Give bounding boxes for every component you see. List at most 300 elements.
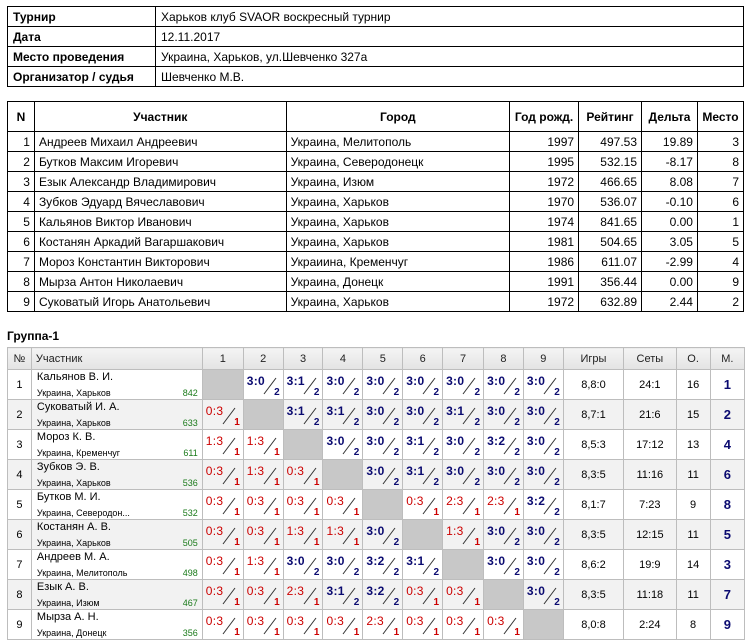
participant-rating: 611 bbox=[183, 448, 198, 458]
column-header: Город bbox=[286, 102, 509, 132]
player-cell: 6 bbox=[697, 192, 743, 212]
match-score: 1:3 bbox=[246, 434, 265, 448]
match-result-cell bbox=[243, 550, 283, 580]
match-points: 2 bbox=[274, 387, 280, 398]
match-score: 3:1 bbox=[286, 374, 305, 388]
match-score: 3:0 bbox=[446, 464, 465, 478]
player-cell: 9 bbox=[697, 272, 743, 292]
match-points: 1 bbox=[313, 597, 320, 608]
row-number: 7 bbox=[8, 550, 32, 580]
match-points: 1 bbox=[433, 507, 440, 518]
match-score: 3:0 bbox=[326, 554, 345, 568]
info-label: Турнир bbox=[8, 7, 156, 27]
match-result-cell bbox=[403, 550, 443, 580]
match-points: 1 bbox=[234, 597, 240, 608]
match-points: 2 bbox=[433, 417, 440, 428]
player-row bbox=[8, 192, 744, 212]
player-cell: 8.08 bbox=[642, 172, 698, 192]
sets-cell: 2:24 bbox=[624, 610, 676, 640]
match-score: 3:0 bbox=[446, 434, 465, 448]
row-number: 1 bbox=[8, 370, 32, 400]
player-cell: 504.65 bbox=[579, 232, 642, 252]
match-points: 2 bbox=[474, 447, 481, 458]
sets-cell: 11:18 bbox=[624, 580, 676, 610]
participant-rating: 842 bbox=[182, 388, 198, 398]
player-cell: 1974 bbox=[510, 212, 579, 232]
match-points: 2 bbox=[554, 387, 560, 398]
crosstable-column-header: 3 bbox=[283, 348, 323, 370]
points-cell: 8 bbox=[676, 610, 710, 640]
match-score: 3:1 bbox=[326, 404, 345, 418]
match-score: 1:3 bbox=[246, 554, 265, 568]
info-value: Харьков клуб SVAOR воскресный турнир bbox=[156, 7, 744, 27]
tournament-info-table bbox=[7, 6, 744, 87]
player-cell: 1972 bbox=[510, 172, 579, 192]
match-score: 0:3 bbox=[286, 614, 305, 628]
participant-city: Украина, Донецк bbox=[36, 628, 107, 638]
match-score: 3:0 bbox=[526, 584, 546, 598]
crosstable-column-header: 6 bbox=[403, 348, 443, 370]
match-score: 3:0 bbox=[286, 554, 305, 568]
match-score: 3:0 bbox=[246, 374, 266, 388]
games-cell: 8,6:2 bbox=[563, 550, 623, 580]
points-cell: 14 bbox=[676, 550, 710, 580]
player-cell: Кальянов Виктор Иванович bbox=[34, 212, 286, 232]
match-points: 1 bbox=[313, 627, 320, 638]
match-points: 2 bbox=[393, 567, 400, 578]
match-score: 0:3 bbox=[246, 494, 265, 508]
crosstable-row bbox=[8, 370, 745, 400]
player-cell: Украина, Северодонецк bbox=[286, 152, 509, 172]
match-result-cell bbox=[443, 460, 484, 490]
match-result-cell bbox=[484, 550, 524, 580]
player-cell: Украина, Харьков bbox=[286, 232, 509, 252]
diagonal-cell bbox=[323, 460, 363, 490]
participant-rating: 467 bbox=[182, 598, 198, 608]
match-points: 2 bbox=[554, 447, 560, 458]
player-cell: 2 bbox=[8, 152, 35, 172]
match-score: 0:3 bbox=[286, 494, 305, 508]
match-result-cell bbox=[202, 610, 243, 640]
participant-cell bbox=[31, 430, 202, 460]
match-points: 1 bbox=[474, 597, 481, 608]
match-result-cell bbox=[323, 520, 363, 550]
sets-cell: 11:16 bbox=[624, 460, 676, 490]
match-points: 2 bbox=[393, 597, 400, 608]
match-points: 2 bbox=[514, 447, 520, 458]
match-points: 1 bbox=[514, 627, 520, 638]
place-cell: 6 bbox=[710, 460, 744, 490]
players-table bbox=[7, 101, 744, 312]
player-cell: Украина, Харьков bbox=[286, 212, 509, 232]
player-cell: Мороз Константин Викторович bbox=[34, 252, 286, 272]
crosstable-column-header: Сеты bbox=[624, 348, 676, 370]
match-points: 2 bbox=[514, 567, 520, 578]
sets-cell: 7:23 bbox=[624, 490, 676, 520]
match-score: 3:0 bbox=[326, 434, 345, 448]
participant-city: Украина, Харьков bbox=[36, 478, 111, 488]
match-score: 3:2 bbox=[526, 494, 546, 508]
participant-rating: 505 bbox=[182, 538, 198, 548]
crosstable-header-row bbox=[8, 348, 745, 370]
match-points: 2 bbox=[433, 387, 440, 398]
match-result-cell bbox=[363, 400, 403, 430]
crosstable-column-header: О. bbox=[676, 348, 710, 370]
match-score: 3:0 bbox=[366, 374, 385, 388]
participant-rating: 536 bbox=[182, 478, 198, 488]
player-row bbox=[8, 172, 744, 192]
player-cell: 8 bbox=[697, 152, 743, 172]
player-cell: 5 bbox=[8, 212, 35, 232]
match-score: 3:0 bbox=[487, 464, 506, 478]
player-cell: 3 bbox=[697, 132, 743, 152]
match-result-cell bbox=[323, 610, 363, 640]
match-score: 3:0 bbox=[366, 404, 385, 418]
points-cell: 11 bbox=[676, 460, 710, 490]
match-score: 3:0 bbox=[526, 404, 546, 418]
match-result-cell bbox=[323, 550, 363, 580]
match-points: 2 bbox=[514, 477, 520, 488]
player-cell: Украина, Донецк bbox=[286, 272, 509, 292]
participant-name: Мороз К. В. bbox=[36, 431, 96, 443]
player-cell: Украина, Харьков bbox=[286, 292, 509, 312]
match-points: 1 bbox=[393, 627, 400, 638]
match-score: 3:0 bbox=[526, 554, 546, 568]
match-result-cell bbox=[523, 400, 563, 430]
match-result-cell bbox=[323, 430, 363, 460]
match-points: 2 bbox=[393, 447, 400, 458]
match-score: 3:0 bbox=[487, 554, 506, 568]
match-score: 0:3 bbox=[246, 614, 265, 628]
player-row bbox=[8, 232, 744, 252]
match-points: 2 bbox=[514, 537, 520, 548]
player-cell: Украина, Изюм bbox=[286, 172, 509, 192]
player-cell: 841.65 bbox=[579, 212, 642, 232]
games-cell: 8,7:1 bbox=[563, 400, 623, 430]
player-cell: 611.07 bbox=[579, 252, 642, 272]
match-points: 2 bbox=[474, 417, 481, 428]
info-value: Шевченко М.В. bbox=[156, 67, 744, 87]
player-cell: 466.65 bbox=[579, 172, 642, 192]
crosstable-column-header: Участник bbox=[31, 348, 202, 370]
row-number: 5 bbox=[8, 490, 32, 520]
match-points: 2 bbox=[313, 567, 320, 578]
games-cell: 8,3:5 bbox=[563, 580, 623, 610]
points-cell: 9 bbox=[676, 490, 710, 520]
match-points: 2 bbox=[393, 537, 400, 548]
match-points: 1 bbox=[274, 477, 280, 488]
match-result-cell bbox=[403, 490, 443, 520]
participant-name: Андреев М. А. bbox=[36, 551, 110, 563]
match-points: 1 bbox=[313, 537, 320, 548]
player-cell: 497.53 bbox=[579, 132, 642, 152]
match-score: 0:3 bbox=[205, 404, 224, 418]
match-points: 1 bbox=[433, 627, 440, 638]
match-result-cell bbox=[523, 370, 563, 400]
match-score: 3:0 bbox=[446, 374, 465, 388]
match-result-cell bbox=[484, 520, 524, 550]
sets-cell: 17:12 bbox=[624, 430, 676, 460]
match-result-cell bbox=[202, 490, 243, 520]
diagonal-cell bbox=[363, 490, 403, 520]
match-score: 3:1 bbox=[326, 584, 345, 598]
match-result-cell bbox=[484, 370, 524, 400]
match-score: 3:0 bbox=[526, 434, 546, 448]
row-number: 4 bbox=[8, 460, 32, 490]
match-score: 0:3 bbox=[487, 614, 505, 628]
match-points: 1 bbox=[234, 447, 240, 458]
match-result-cell bbox=[363, 580, 403, 610]
match-points: 1 bbox=[274, 597, 280, 608]
games-cell: 8,3:5 bbox=[563, 460, 623, 490]
match-result-cell bbox=[403, 370, 443, 400]
match-score: 0:3 bbox=[205, 554, 224, 568]
match-points: 2 bbox=[433, 567, 440, 578]
info-row-organizer bbox=[8, 67, 744, 87]
match-result-cell bbox=[243, 370, 283, 400]
diagonal-cell bbox=[443, 550, 484, 580]
match-result-cell bbox=[403, 610, 443, 640]
column-header: Рейтинг bbox=[579, 102, 642, 132]
crosstable-row bbox=[8, 550, 745, 580]
participant-city: Украина, Изюм bbox=[36, 598, 100, 608]
player-cell: 3.05 bbox=[642, 232, 698, 252]
match-points: 2 bbox=[353, 417, 360, 428]
match-score: 3:0 bbox=[406, 404, 425, 418]
match-score: 0:3 bbox=[286, 464, 305, 478]
match-result-cell bbox=[443, 430, 484, 460]
player-cell: Украина, Харьков bbox=[286, 192, 509, 212]
match-result-cell bbox=[202, 430, 243, 460]
match-result-cell bbox=[283, 370, 323, 400]
column-header: Участник bbox=[34, 102, 286, 132]
player-cell: 536.07 bbox=[579, 192, 642, 212]
player-cell: 0.00 bbox=[642, 272, 698, 292]
match-score: 3:1 bbox=[286, 404, 305, 418]
info-row-venue bbox=[8, 47, 744, 67]
participant-cell bbox=[31, 550, 202, 580]
diagonal-cell bbox=[243, 400, 283, 430]
match-result-cell bbox=[484, 610, 524, 640]
match-result-cell bbox=[243, 610, 283, 640]
match-points: 1 bbox=[234, 477, 240, 488]
games-cell: 8,5:3 bbox=[563, 430, 623, 460]
match-points: 2 bbox=[353, 387, 360, 398]
participant-cell bbox=[31, 400, 202, 430]
participant-cell bbox=[31, 460, 202, 490]
match-score: 3:1 bbox=[406, 464, 425, 478]
match-score: 3:1 bbox=[406, 434, 425, 448]
participant-city: Украина, Кременчуг bbox=[36, 448, 121, 458]
crosstable-column-header: 7 bbox=[443, 348, 484, 370]
player-cell: 1970 bbox=[510, 192, 579, 212]
info-label: Дата bbox=[8, 27, 156, 47]
participant-city: Украина, Харьков bbox=[36, 388, 111, 398]
crosstable-column-header: 1 bbox=[202, 348, 243, 370]
player-cell: 632.89 bbox=[579, 292, 642, 312]
match-result-cell bbox=[443, 370, 484, 400]
match-result-cell bbox=[403, 460, 443, 490]
match-result-cell bbox=[283, 520, 323, 550]
match-score: 2:3 bbox=[366, 614, 384, 628]
match-score: 0:3 bbox=[446, 584, 464, 598]
player-cell: Мырза Антон Николаевич bbox=[34, 272, 286, 292]
match-points: 2 bbox=[393, 387, 400, 398]
match-points: 2 bbox=[474, 477, 481, 488]
match-result-cell bbox=[243, 460, 283, 490]
match-score: 3:0 bbox=[526, 524, 546, 538]
crosstable-column-header: М. bbox=[710, 348, 744, 370]
match-score: 0:3 bbox=[205, 584, 224, 598]
match-result-cell bbox=[283, 400, 323, 430]
match-score: 3:0 bbox=[487, 524, 506, 538]
match-score: 0:3 bbox=[246, 584, 265, 598]
match-result-cell bbox=[363, 610, 403, 640]
match-result-cell bbox=[403, 430, 443, 460]
diagonal-cell bbox=[403, 520, 443, 550]
info-value: Украина, Харьков, ул.Шевченко 327а bbox=[156, 47, 744, 67]
match-points: 2 bbox=[514, 387, 520, 398]
match-result-cell bbox=[403, 580, 443, 610]
match-score: 3:0 bbox=[366, 464, 385, 478]
row-number: 2 bbox=[8, 400, 32, 430]
match-points: 1 bbox=[353, 627, 360, 638]
match-result-cell bbox=[363, 460, 403, 490]
match-result-cell bbox=[484, 430, 524, 460]
participant-name: Мырза А. Н. bbox=[36, 611, 99, 623]
player-cell: Бутков Максим Игоревич bbox=[34, 152, 286, 172]
match-result-cell bbox=[323, 580, 363, 610]
diagonal-cell bbox=[202, 370, 243, 400]
player-row bbox=[8, 132, 744, 152]
participant-cell bbox=[31, 370, 202, 400]
row-number: 3 bbox=[8, 430, 32, 460]
player-cell: Зубков Эдуард Вячеславович bbox=[34, 192, 286, 212]
place-cell: 1 bbox=[710, 370, 744, 400]
match-points: 2 bbox=[554, 507, 560, 518]
place-cell: 9 bbox=[710, 610, 744, 640]
points-cell: 15 bbox=[676, 400, 710, 430]
info-row-date bbox=[8, 27, 744, 47]
match-points: 1 bbox=[474, 537, 481, 548]
info-row-tournament bbox=[8, 7, 744, 27]
match-result-cell bbox=[484, 490, 524, 520]
match-points: 1 bbox=[274, 627, 280, 638]
place-cell: 8 bbox=[710, 490, 744, 520]
match-result-cell bbox=[202, 460, 243, 490]
match-score: 3:0 bbox=[326, 374, 345, 388]
match-result-cell bbox=[443, 400, 484, 430]
match-result-cell bbox=[243, 520, 283, 550]
match-score: 3:0 bbox=[487, 404, 506, 418]
player-cell: 0.00 bbox=[642, 212, 698, 232]
match-score: 1:3 bbox=[246, 464, 265, 478]
match-points: 2 bbox=[353, 567, 360, 578]
match-points: 2 bbox=[393, 417, 400, 428]
match-score: 3:1 bbox=[446, 404, 465, 418]
match-score: 0:3 bbox=[326, 494, 345, 508]
player-cell: 6 bbox=[8, 232, 35, 252]
crosstable-column-header: 5 bbox=[363, 348, 403, 370]
player-cell: 2.44 bbox=[642, 292, 698, 312]
match-score: 1:3 bbox=[205, 434, 224, 448]
match-result-cell bbox=[243, 580, 283, 610]
match-score: 1:3 bbox=[446, 524, 464, 538]
participant-city: Украина, Харьков bbox=[36, 418, 111, 428]
match-result-cell bbox=[523, 430, 563, 460]
participant-city: Украина, Мелитополь bbox=[36, 568, 128, 578]
match-points: 2 bbox=[353, 597, 360, 608]
player-cell: Украиина, Кременчуг bbox=[286, 252, 509, 272]
player-row bbox=[8, 292, 744, 312]
match-result-cell bbox=[323, 370, 363, 400]
participant-rating: 498 bbox=[182, 568, 198, 578]
match-score: 0:3 bbox=[205, 494, 224, 508]
participant-name: Езык А. В. bbox=[36, 581, 89, 593]
place-cell: 7 bbox=[710, 580, 744, 610]
group-title: Группа-1 bbox=[7, 329, 60, 343]
crosstable-row bbox=[8, 580, 745, 610]
match-score: 3:1 bbox=[406, 554, 425, 568]
match-score: 0:3 bbox=[326, 614, 345, 628]
crosstable-column-header: № bbox=[8, 348, 32, 370]
games-cell: 8,8:0 bbox=[563, 370, 623, 400]
player-cell: 1972 bbox=[510, 292, 579, 312]
match-score: 2:3 bbox=[487, 494, 505, 508]
match-score: 0:3 bbox=[406, 614, 424, 628]
match-points: 2 bbox=[433, 477, 440, 488]
place-cell: 4 bbox=[710, 430, 744, 460]
sets-cell: 19:9 bbox=[624, 550, 676, 580]
diagonal-cell bbox=[523, 610, 563, 640]
match-result-cell bbox=[202, 520, 243, 550]
match-result-cell bbox=[363, 430, 403, 460]
player-cell: 1981 bbox=[510, 232, 579, 252]
player-cell: 1 bbox=[697, 212, 743, 232]
match-result-cell bbox=[243, 490, 283, 520]
match-result-cell bbox=[283, 610, 323, 640]
match-result-cell bbox=[523, 550, 563, 580]
match-points: 1 bbox=[274, 447, 280, 458]
player-cell: 19.89 bbox=[642, 132, 698, 152]
player-cell: -8.17 bbox=[642, 152, 698, 172]
player-cell: 8 bbox=[8, 272, 35, 292]
match-score: 0:3 bbox=[406, 584, 424, 598]
match-points: 2 bbox=[353, 447, 360, 458]
match-result-cell bbox=[243, 430, 283, 460]
player-cell: Андреев Михаил Андреевич bbox=[34, 132, 286, 152]
player-cell: -2.99 bbox=[642, 252, 698, 272]
match-score: 0:3 bbox=[205, 614, 224, 628]
match-result-cell bbox=[202, 400, 243, 430]
place-cell: 2 bbox=[710, 400, 744, 430]
match-points: 1 bbox=[234, 507, 240, 518]
match-points: 2 bbox=[393, 477, 400, 488]
match-result-cell bbox=[283, 460, 323, 490]
match-points: 2 bbox=[474, 387, 481, 398]
diagonal-cell bbox=[484, 580, 524, 610]
match-score: 0:3 bbox=[446, 614, 464, 628]
games-cell: 8,3:5 bbox=[563, 520, 623, 550]
match-points: 2 bbox=[554, 537, 560, 548]
match-result-cell bbox=[484, 400, 524, 430]
place-cell: 3 bbox=[710, 550, 744, 580]
player-cell: Суковатый Игорь Анатольевич bbox=[34, 292, 286, 312]
match-score: 3:2 bbox=[366, 584, 385, 598]
match-points: 1 bbox=[433, 597, 440, 608]
match-points: 1 bbox=[234, 567, 240, 578]
player-cell: Езык Александр Владимирович bbox=[34, 172, 286, 192]
